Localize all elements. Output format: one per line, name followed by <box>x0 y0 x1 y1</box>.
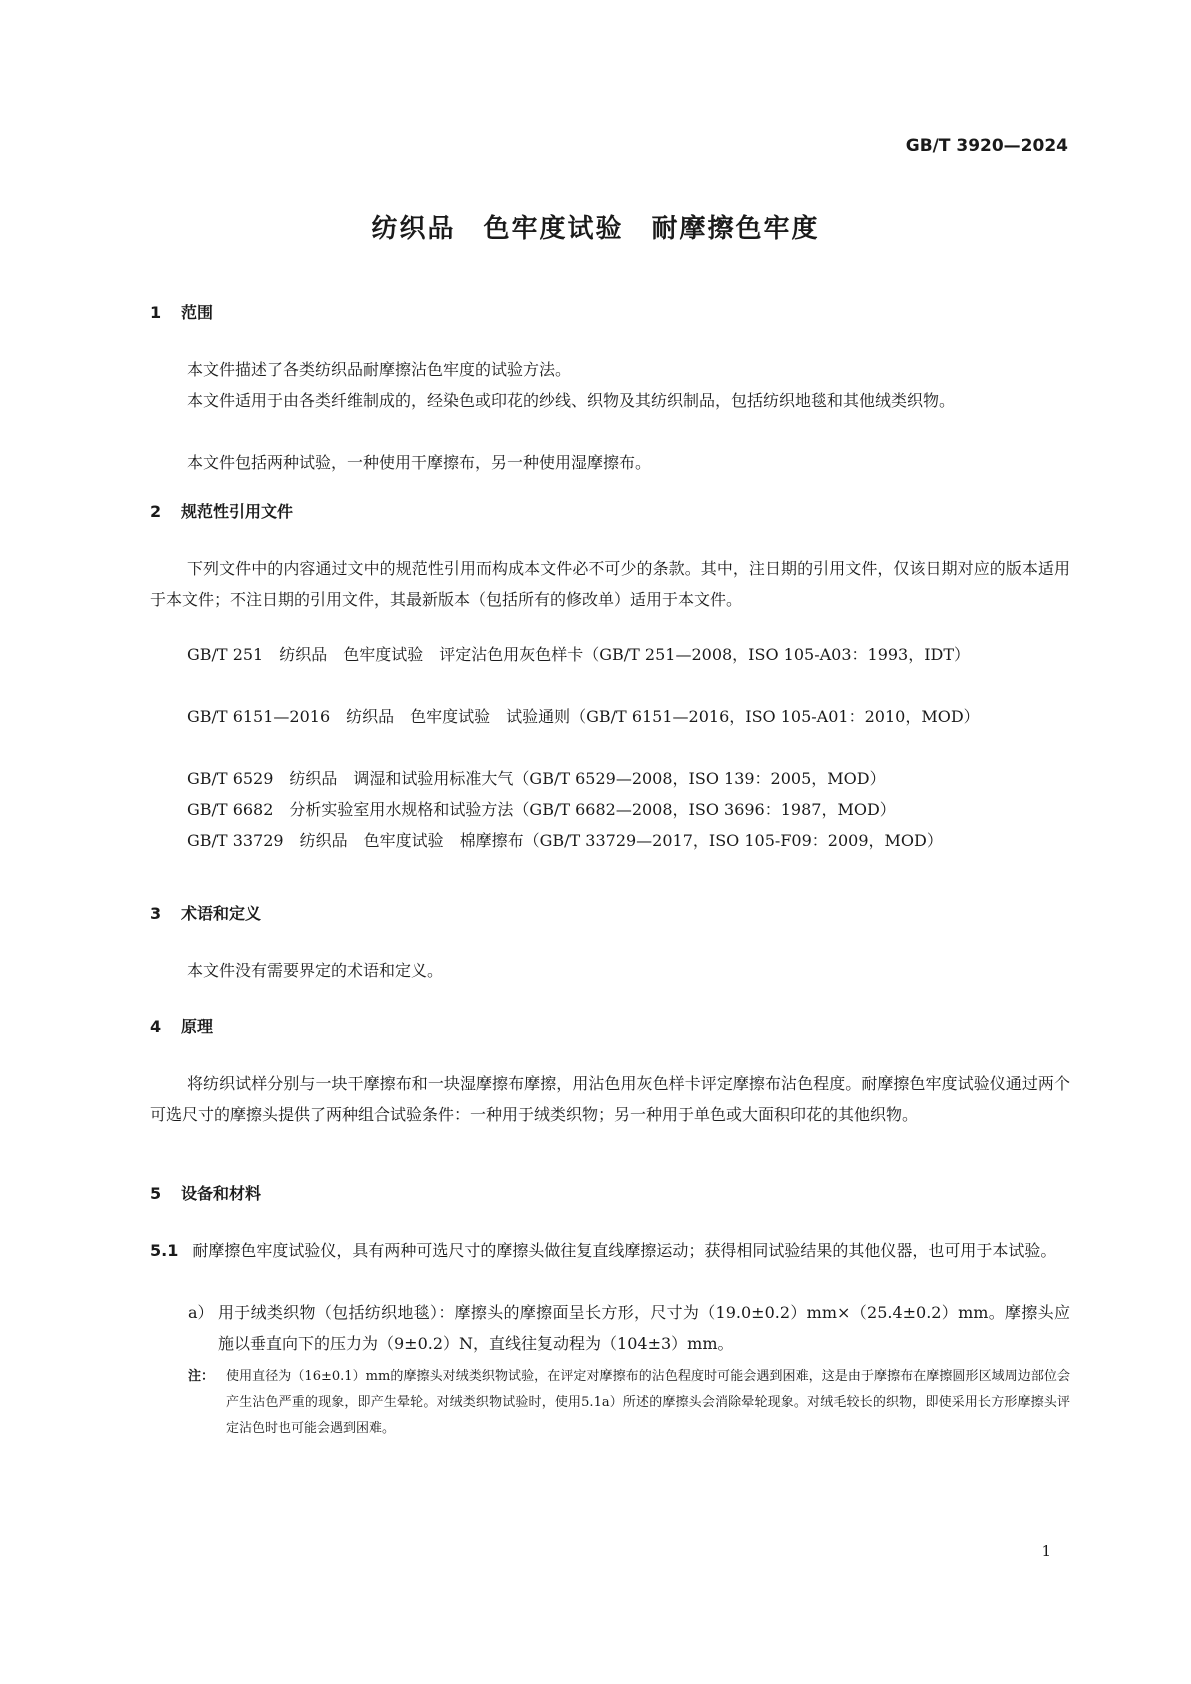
section-number: 4 <box>150 1017 162 1036</box>
section-4-heading <box>150 1014 213 1037</box>
note-label: 注： <box>188 1369 215 1384</box>
section-title: 范围 <box>181 303 214 322</box>
document-title: 纺织品 色牢度试验 耐摩擦色牢度 <box>371 214 820 244</box>
list-item-a <box>188 1297 1070 1359</box>
paragraph: 本文件适用于由各类纤维制成的，经染色或印花的纱线、织物及其纺织制品，包括纺织地毯和其他绒类织物。 <box>187 391 956 410</box>
section-5-heading <box>150 1181 261 1204</box>
paragraph: 本文件包括两种试验，一种使用干摩擦布，另一种使用湿摩擦布。 <box>187 453 652 472</box>
section-title: 原理 <box>181 1017 214 1036</box>
list-label: a） <box>188 1303 214 1322</box>
paragraph: 本文件没有需要界定的术语和定义。 <box>187 961 444 980</box>
section-3-heading <box>150 901 261 924</box>
note <box>188 1364 1070 1442</box>
page-number: 1 <box>1041 1542 1051 1560</box>
reference-item: GB/T 251 纺织品 色牢度试验 评定沾色用灰色样卡（GB/T 251—2008，ISO 105-A03：1993，IDT） <box>187 645 971 664</box>
note-text: 使用直径为（16±0.1）mm的摩擦头对绒类织物试验，在评定对摩擦布的沾色程度时可能会遇到困难，这是由于摩擦布在摩擦圆形区域周边部位会产生沾色严重的现象，即产生晕轮。对绒类织物试验时，使用5.1a）所述的摩擦头会消除晕轮现象。对绒毛较长的织物，即使采用长方形摩擦头评定沾色时也可能会遇到困难。 <box>226 1369 1070 1436</box>
reference-item: GB/T 6151—2016 纺织品 色牢度试验 试验通则（GB/T 6151—2016，ISO 105-A01：2010，MOD） <box>187 707 980 726</box>
paragraph: 下列文件中的内容通过文中的规范性引用而构成本文件必不可少的条款。其中，注日期的引用文件，仅该日期对应的版本适用于本文件；不注日期的引用文件，其最新版本（包括所有的修改单）适用于本文件。 <box>150 559 1070 609</box>
clause-5-1 <box>150 1235 1070 1266</box>
list-item-text: 用于绒类织物（包括纺织地毯）：摩擦头的摩擦面呈长方形，尺寸为（19.0±0.2）mm×（25.4±0.2）mm。摩擦头应施以垂直向下的压力为（9±0.2）N，直线往复动程为（104±3）mm。 <box>218 1303 1070 1353</box>
section-1-heading <box>150 300 213 323</box>
reference-item: GB/T 6529 纺织品 调湿和试验用标准大气（GB/T 6529—2008，ISO 139：2005，MOD） <box>187 769 886 788</box>
paragraph: 将纺织试样分别与一块干摩擦布和一块湿摩擦布摩擦，用沾色用灰色样卡评定摩擦布沾色程度。耐摩擦色牢度试验仪通过两个可选尺寸的摩擦头提供了两种组合试验条件：一种用于绒类织物；另一种用于单色或大面积印花的其他织物。 <box>150 1074 1070 1124</box>
section-2-heading <box>150 499 293 522</box>
section-number: 5 <box>150 1184 162 1203</box>
section-title: 设备和材料 <box>181 1184 262 1203</box>
paragraph: 本文件描述了各类纺织品耐摩擦沾色牢度的试验方法。 <box>187 360 572 379</box>
standard-code: GB/T 3920—2024 <box>905 136 1068 156</box>
clause-number: 5.1 <box>150 1241 179 1260</box>
section-title: 术语和定义 <box>181 904 262 923</box>
section-number: 1 <box>150 303 162 322</box>
clause-text: 耐摩擦色牢度试验仪，具有两种可选尺寸的摩擦头做往复直线摩擦运动；获得相同试验结果的其他仪器，也可用于本试验。 <box>192 1241 1057 1260</box>
reference-item: GB/T 6682 分析实验室用水规格和试验方法（GB/T 6682—2008，ISO 3696：1987，MOD） <box>187 800 896 819</box>
section-title: 规范性引用文件 <box>181 502 294 521</box>
section-number: 2 <box>150 502 162 521</box>
section-number: 3 <box>150 904 162 923</box>
reference-item: GB/T 33729 纺织品 色牢度试验 棉摩擦布（GB/T 33729—2017，ISO 105-F09：2009，MOD） <box>187 831 943 850</box>
